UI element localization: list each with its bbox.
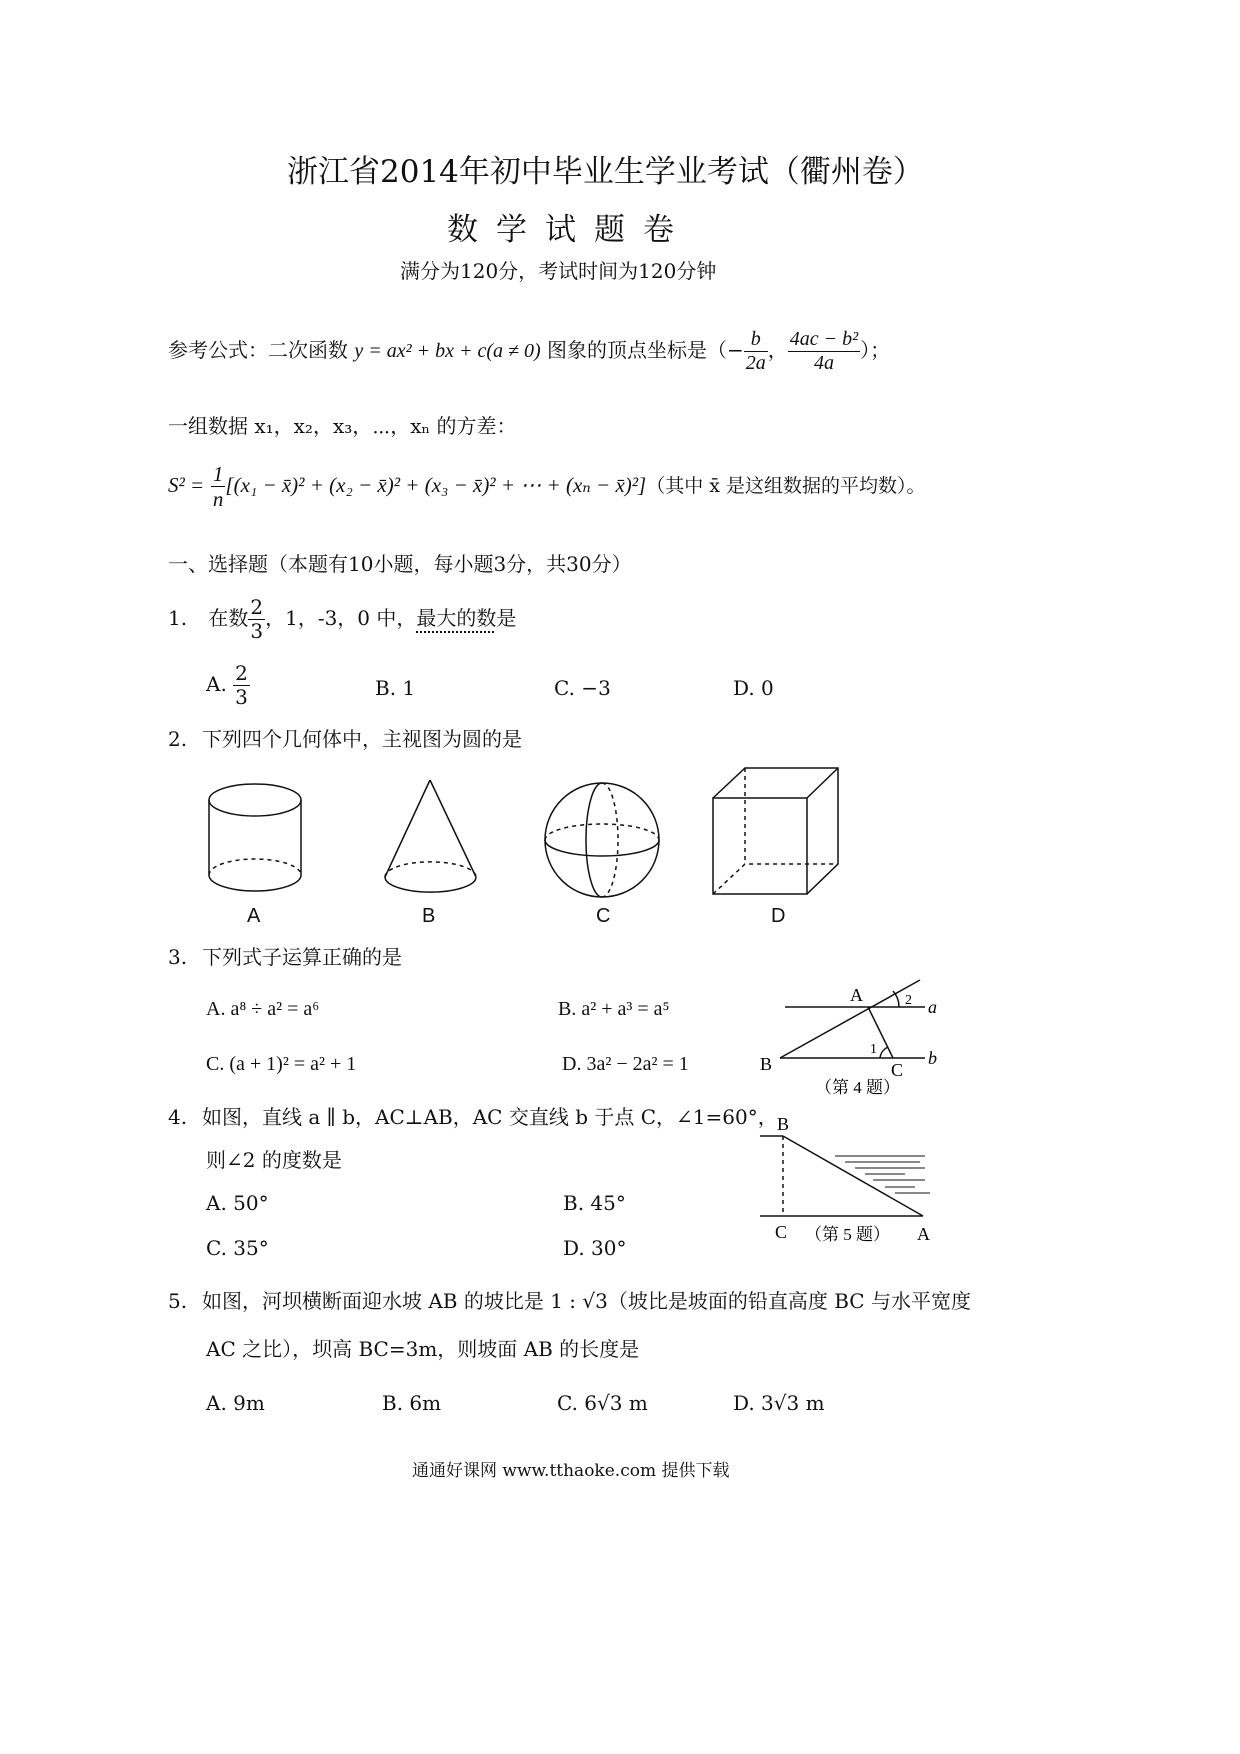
fig5-label-a: A <box>917 1224 930 1244</box>
ref-fraction-1 <box>744 328 768 375</box>
q4-figure <box>755 975 955 1105</box>
fig4-label-2: 2 <box>905 993 912 1008</box>
question-2 <box>168 727 522 751</box>
ref-comma: ， <box>767 338 788 362</box>
reference-formula <box>168 328 890 375</box>
fig4-label-1: 1 <box>870 1042 877 1057</box>
fig4-label-b: B <box>760 1054 773 1074</box>
ref-f2-num: 4ac − b² <box>789 328 859 350</box>
q3-option-c[interactable]: C. (a + 1)² = a² + 1 <box>206 1053 357 1075</box>
q4-line1: 如图，直线 a ∥ b，AC⊥AB，AC 交直线 b 于点 C，∠1=60°， <box>202 1105 778 1129</box>
section-heading: 一、选择题（本题有10小题，每小题3分，共30分） <box>168 552 632 576</box>
fig4-line-a-label: a <box>928 997 937 1017</box>
q2-text: 下列四个几何体中，主视图为圆的是 <box>202 727 522 751</box>
q1-option-c[interactable]: C. −3 <box>554 676 611 700</box>
q4-option-d[interactable]: D. 30° <box>563 1236 627 1260</box>
fig5-label-c: C <box>775 1222 788 1242</box>
ref-quadratic: y = ax² + bx + c(a ≠ 0) <box>354 340 541 362</box>
cylinder-shape[interactable] <box>209 784 301 891</box>
q4-number: 4. <box>168 1105 188 1129</box>
exam-title: 浙江省2014年初中毕业生学业考试（衢州卷） <box>287 154 924 190</box>
variance-fraction <box>211 462 226 511</box>
exam-subtitle: 数学试题卷 <box>447 212 692 248</box>
q1-option-b[interactable]: B. 1 <box>375 676 416 700</box>
ref-f1-num: b <box>744 328 768 352</box>
angle-1-arc <box>880 1047 888 1058</box>
cube-shape[interactable] <box>713 768 838 894</box>
variance-num: 1 <box>212 462 224 486</box>
fig5-label-b: B <box>777 1114 790 1134</box>
q1-fraction <box>248 596 265 643</box>
fig4-label-c: C <box>891 1060 904 1080</box>
q5-option-a[interactable]: A. 9m <box>206 1391 265 1415</box>
q3-number: 3. <box>168 945 188 969</box>
exam-note: 满分为120分，考试时间为120分钟 <box>400 259 717 283</box>
q1-pre: 在数 <box>208 606 249 630</box>
q5-line1: 如图，河坝横断面迎水坡 AB 的坡比是 1 : √3（坡比是坡面的铅直高度 BC 与水平宽度 <box>202 1289 971 1313</box>
solid-label-c: C <box>596 905 611 927</box>
q1-emphasis: 最大的数 <box>416 606 497 630</box>
q1-option-d[interactable]: D. 0 <box>733 676 774 700</box>
slope-ab <box>783 1136 923 1216</box>
ref-vertex-text: 图象的顶点坐标是（− <box>547 338 744 362</box>
question-1 <box>168 596 516 643</box>
q1-post: ，1，-3，0 中， <box>265 606 417 630</box>
q3-option-b[interactable]: B. a² + a³ = a⁵ <box>558 998 670 1020</box>
q1-option-a-fraction <box>233 662 250 709</box>
page-footer: 通通好课网 www.tthaoke.com 提供下载 <box>412 1461 730 1481</box>
solid-label-a: A <box>247 905 261 927</box>
question-3 <box>168 945 402 969</box>
q1-frac-num: 2 <box>250 595 264 619</box>
q5-option-b[interactable]: B. 6m <box>382 1391 442 1415</box>
q1-end: 是 <box>496 606 517 630</box>
q4-line2: 则∠2 的度数是 <box>206 1148 342 1172</box>
fig4-caption: （第 4 题） <box>815 1078 900 1097</box>
q1-option-a-label: A. <box>206 672 227 696</box>
q1-frac-den: 3 <box>250 619 264 643</box>
question-5 <box>168 1289 971 1313</box>
variance-rhs: [(x₁ − x̄)² + (x₂ − x̄)² + (x₃ − x̄)² + ⋯ + (xₙ − x̄)²] <box>225 473 647 498</box>
q5-number: 5. <box>168 1289 188 1313</box>
q1-option-a[interactable] <box>206 662 250 709</box>
fig5-caption: （第 5 题） <box>805 1225 890 1244</box>
cone-shape[interactable] <box>385 780 476 892</box>
q1-number: 1. <box>168 606 188 630</box>
solid-label-d: D <box>771 905 786 927</box>
q2-solids-figure <box>190 760 870 930</box>
q3-option-d[interactable]: D. 3a² − 2a² = 1 <box>562 1053 689 1075</box>
q2-number: 2. <box>168 727 188 751</box>
question-4 <box>168 1105 778 1129</box>
q5-line2: AC 之比），坝高 BC=3m，则坡面 AB 的长度是 <box>206 1337 640 1361</box>
q4-option-c[interactable]: C. 35° <box>206 1236 269 1260</box>
solid-label-b: B <box>422 905 436 927</box>
variance-lhs: S² = <box>168 473 205 498</box>
q5-option-d[interactable]: D. 3√3 m <box>733 1391 825 1415</box>
q1-opt-a-den: 3 <box>235 685 248 709</box>
q3-text: 下列式子运算正确的是 <box>202 945 402 969</box>
ref-fraction-2 <box>788 328 860 375</box>
q4-option-b[interactable]: B. 45° <box>563 1191 626 1215</box>
variance-intro: 一组数据 x₁，x₂，x₃，⋯，xₙ 的方差： <box>168 414 517 438</box>
ref-end: ）； <box>860 338 891 362</box>
fig4-label-a: A <box>850 985 863 1005</box>
variance-den: n <box>212 487 224 512</box>
q1-opt-a-num: 2 <box>235 661 248 685</box>
q3-option-a[interactable]: A. a⁸ ÷ a² = a⁶ <box>206 998 320 1020</box>
variance-note: （其中 x̄ 是这组数据的平均数）。 <box>646 475 926 498</box>
ref-f1-den: 2a <box>745 352 766 374</box>
ref-f2-den: 4a <box>813 352 834 374</box>
q5-option-c[interactable]: C. 6√3 m <box>557 1391 648 1415</box>
q4-option-a[interactable]: A. 50° <box>206 1191 269 1215</box>
variance-formula <box>168 462 926 511</box>
fig4-line-b-label: b <box>928 1048 937 1068</box>
sphere-shape[interactable] <box>545 783 659 897</box>
q5-figure <box>755 1110 955 1250</box>
ref-intro: 参考公式：二次函数 <box>168 338 348 362</box>
